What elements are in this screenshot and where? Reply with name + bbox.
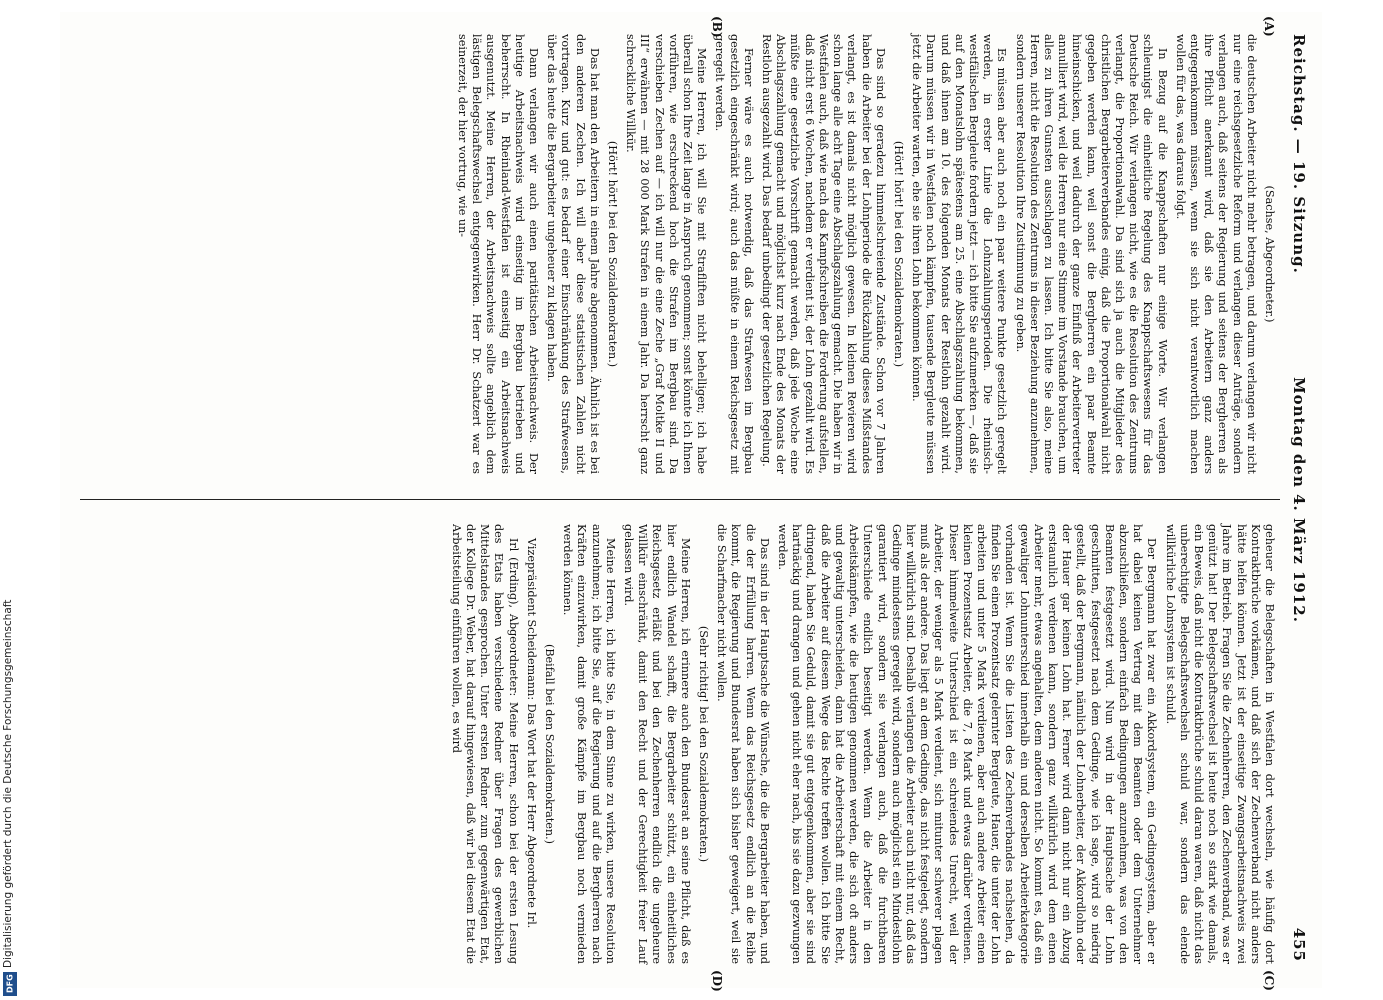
paragraph: Der Bergmann hat zwar ein Akkordsystem, ein Gedingesystem, aber er hat dabei keinen Vertrag mit dem Beamten oder dem Unternehmer abzuschließen, sondern einfach Bedingungen anzunehmen, was von den Beamten festgesetzt wird. Nun wird in der Hauptsache der Lohn geschnitten, festgesetzt nach dem Gedinge, wie ich sage, wird so niedrig gestellt, daß der Bergmann, nämlich der Lohnerbeiter, der Akkordlohn oder der Hauer gar keinen Lohn hat. Ferner wird dann nicht nur ein Abzug erstaunlich verdienen kann, sondern ganz willkürlich wird dem einen Arbeiter mehr, etwas angehalten, dem anderen nicht. So kommt es, daß ein gewaltiger Lohnunterschied innerhalb ein und derselben Arbeiterkategorie vorhanden ist. Wenn Sie die Listen des Zechenverbandes nachsehen, da finden Sie einen Prozentsatz gelernter Bergleute, Hauer, die unter der Lohn arbeiten und unter 5 Mark verdienen, aber auch andere Arbeiter einen kleinen Prozentsatz Arbeiter, die 7, 8 Mark und etwas darüber verdienen. Dieser himmelweite Unterschied ist ein schreiendes Unrecht, weil der Arbeiter, der weniger als 5 Mark verdient, sich mitunter schwerer plagen muß als der andere. Das liegt an dem Gedinge, das nicht festgelegt, sondern hier willkürlich sind. Deshalb verlangen die Arbeiter auch nicht nur, daß das Gedinge mindestens geregelt wird, sondern auch möglichst ein Mindestlohn garantiert wird, sondern sie verlangen auch, daß die furchtbaren Unterschiede endlich beseitigt werden. Wenn die Arbeiter in den Arbeitskämpfen, wie die heutigen genommen werden, die sich oft anders und gewaltig unterscheiden, dann hat die Arbeiterschaft mit einem Recht, daß die Arbeiter auf diesem Wege das Rechte treffen wollen. Ich bitte Sie dringend, haben Sie Geduld, damit sie gut entgegenkommen, aber sie sind hartnäckig und drangen und gehen nicht eher nach, bis sie dazu gezwungen werden. bbox=[776, 524, 1159, 964]
rotated-content bbox=[60, 12, 1322, 992]
interjection: (Sehr richtig! bei den Sozialdemokraten.) bbox=[697, 625, 711, 863]
margin-mark-d: (D) bbox=[710, 970, 724, 992]
paragraph: Dann verlangen wir auch einen paritätischen Arbeitsnachweis. Der heutige Arbeitsnachweis wird einseitig im Bergbau betrieben und beherrscht. In Rheinland-Westfalen ist einseitig ein Arbeitsnachweis ausgenutzt. Meine Herren, der Arbeitsnachweis sollte angeblich dem lästigen Belegschaftswechsel entgegenwirken. Herr Dr. Schatzert war es seinerzeit, der hier vortrug, wie un- bbox=[456, 34, 541, 474]
speaker-announcement: Vizepräsident Scheidemann: Das Wort hat der Herr Abgeordnete Irl. bbox=[524, 538, 538, 929]
interjection: (Hört! hört! bei den Sozialdemokraten.) bbox=[891, 140, 905, 368]
paragraph: die deutschen Arbeiter nicht mehr betragen, und darum verlangen wir nicht nur eine reichsgesetzliche Reform und verlangen dieser Anträge, sondern verlangen auch, daß seitens der Regierung und seitens der Bergherren als ihre Pflicht anerkannt wird, daß sie den Arbeitern ganz anders entgegenkommen müssen, wenn sie sich nicht verantwortlich machen wollen für das, was daraus folgt. bbox=[1173, 34, 1258, 474]
dfg-logo-icon: DFG bbox=[3, 972, 17, 996]
paragraph: Meine Herren, ich will Sie mit Strafliften nicht behelligen; ich habe überall schon Ihre Zeit lange in Anspruch genommen; sonst könnte ich Ihnen vorführen, wie erschreckend hoch die Strafen im Bergbau sind. Da verschieben Zechen auf — ich will nur die eine Zeche „Graf Moltke II und III“ erwähnen — mit 28 000 Mark Strafen in einem Jahr. Da herrscht ganz schreckliche Willkür. bbox=[624, 34, 709, 474]
interjection: (Beifall bei den Sozialdemokraten.) bbox=[543, 643, 557, 845]
paragraph: Irl (Erding), Abgeordneter: Meine Herren, schon bei der ersten Lesung des Etats haben verschiedene Redner über Fragen des gewerblichen Mittelstandes gesprochen. Unter ersten Redner zum gegenwärtigen Etat, der Kollege Dr. Weber, hat darauf hingewiesen, daß wir bei diesem Etat die Arbeitsteilung einführen wollen, es wird bbox=[449, 524, 520, 964]
paragraph: Meine Herren, ich erinnere auch den Bundesrat an seine Pflicht, daß es hier endlich Wandel schafft, die Bergarbeiter schützt, ein einheitliches Reichsgesetz erläßt und bei den Zechenherren endlich die ungeheure Willkür einschränkt, damit den Recht und der Gerechtigkeit freier Lauf gelassen wird. bbox=[622, 524, 692, 964]
running-head bbox=[1286, 12, 1308, 988]
header-center: Montag den 4. März 1912. bbox=[1290, 377, 1308, 623]
footer-strip bbox=[0, 0, 20, 1000]
scanned-page bbox=[60, 12, 1322, 992]
margin-mark-c: (C) bbox=[1262, 970, 1276, 991]
interjection: (Hört! hört! bei den Sozialdemokraten.) bbox=[606, 140, 620, 368]
header-left: Reichstag. — 19. Sitzung. bbox=[1290, 34, 1308, 274]
page-number: 455 bbox=[1290, 927, 1308, 962]
paragraph: Das sind in der Hauptsache die Wünsche, die die Bergarbeiter haben, und die der Erfüllung harren. Wenn das Reichsgesetz endlich an die Reihe kommt, die Regierung und Bundesrat haben sich bisher geweigert, weil sie die Scharfmacher nicht wollen. bbox=[715, 524, 771, 964]
paragraph: Das sind so geradezu himmelschreiende Zustände. Schon vor 7 Jahren haben die Arbeiter bei der Lohnperiode die Rückzahlung dieses Mißstandes verlangt, es ist damals nicht möglich gewesen. In kleinen Revieren wird schon lange alle acht Tage eine Abschlagszahlung gemacht. Die haben wir in Westfalen auch, daß wie nach das Kampfschreiben die Forderung aufstellen, daß nicht erst 6 Wochen, nachdem er verdient ist, der Lohn gezahlt wird. Es müßte eine gesetzliche Vorschrift gemacht werden, daß jede Woche eine Abschlagszahlung gemacht und möglichst kurz nach Ende des Monats der Restlohn ausgezahlt wird. Das bedarf unbedingt der gesetzlichen Regelung. bbox=[760, 34, 887, 474]
margin-mark-b: (B) bbox=[710, 16, 724, 38]
paragraph: Es müssen aber auch noch ein paar weitere Punkte gesetzlich geregelt werden, in erster Linie die Lohnzahlungsperioden. Die rheinisch-westfälischen Bergleute fordern jetzt — ich bitte Sie aufzumerken —, daß sie auf den Monatslohn spätestens am 25. eine Abschlagszahlung bekommen, und daß ihnen am 10. des folgenden Monats der Restlohn gezahlt wird. Darum müssen wir in Westfalen noch kämpfen, tausende Bergleute müssen jetzt die Arbeiter warten, ehe sie ihren Lohn bekommen können. bbox=[910, 34, 1009, 474]
paragraph: geheuer die Belegschaften in Westfalen dort wechseln, wie häufig dort Kontraktbrüche vorkämen, und daß sich der Zechenverband nicht anders hätte helfen können. Jetzt ist der einseitige Zwangsarbeitsnachweis zwei Jahre im Betrieb. Fragen Sie die Zechenherren, den Zechenverband, was er genützt hat! Der Belegschaftswechsel ist heute noch so stark wie damals, ein Beweis, daß nicht die Kontraktbrüche schuld daran waren, daß nicht das unberechtigte Belegschaftswechseln schuld war, sondern das elende willkürliche Lohnsystem ist schuld. bbox=[1163, 524, 1276, 964]
paragraph: In Bezug auf die Knappschaften nur einige Worte. Wir verlangen schleunigst die einheitliche Regelung des Knappschaftswesens für das Deutsche Reich. Wir verlangen nicht, wie es die Resolution des Zentrums verlangt, die Proportionalwahl. Da sind sich ja auch die Mitglieder des christlichen Bergarbeiterverbandes einig, daß die Proportionalwahl nicht gegeben werden kann, weil sonst die Bergherren ein paar Beamte hineinschicken, und weil dadurch der ganze Einfluß der Arbeitervertreter annulliert wird, weil die Herren nur eine Stimme im Vorstande brauchen, um alles zu ihren Gunsten ausschlagen zu lassen. Ich bitte Sie also, meine Herren, nicht die Resolution des Zentrums in dieser Beziehung anzunehmen, sondern unserer Resolution Ihre Zustimmung zu geben. bbox=[1013, 34, 1169, 474]
digitization-note: Digitalisierung gefördert durch die Deutsche Forschungsgemeinschaft bbox=[2, 599, 14, 968]
column-rule bbox=[80, 499, 1280, 500]
right-column bbox=[445, 524, 1276, 964]
paragraph: Das hat man den Arbeitern in einem Jahre abgenommen. Ähnlich ist es bei den anderen Zechen. Ich will aber diese statistischen Zahlen nicht vortragen. Kurz und gut: es bedarf einer Einschränkung des Strafwesens, über das heute die Bergarbeiter ungeheuer zu klagen haben. bbox=[545, 34, 601, 474]
paragraph: Ferner wäre es auch notwendig, daß das Strafwesen im Bergbau gesetzlich eingeschränkt wird; auch das müßte in einem Reichsgesetz mit geregelt werden. bbox=[713, 34, 755, 474]
left-column bbox=[451, 34, 1276, 474]
margin-mark-a: (A) bbox=[1262, 16, 1276, 37]
paragraph: (Sachse, Abgeordneter.) bbox=[1263, 185, 1276, 323]
paragraph: Meine Herren, ich bitte Sie, in dem Sinne zu wirken, unsere Resolution anzunehmen; ich bitte Sie, auf die Regierung und auf die Bergherren nach Kräften einzuwirken, damit große Kämpfe im Bergbau noch vermieden werden können. bbox=[561, 524, 617, 964]
